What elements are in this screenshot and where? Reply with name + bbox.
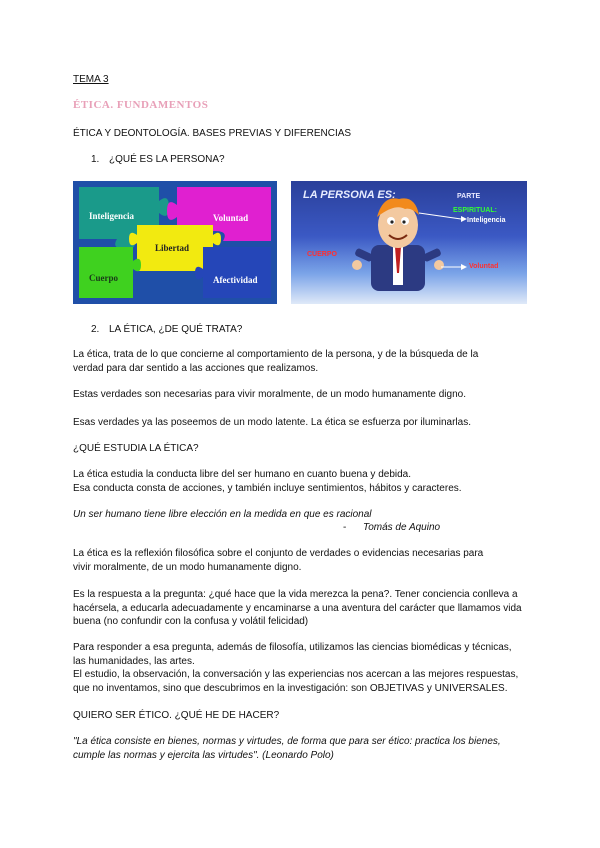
section-1-heading: ¿QUÉ ES LA PERSONA? — [109, 154, 225, 165]
para-line: Esa conducta consta de acciones, y también incluye sentimientos, hábitos y caracteres. — [73, 482, 462, 494]
para-line: que no inventamos, sino que descubrimos en la investigación: son OBJETIVAS y UNIVERSALES. — [73, 682, 508, 694]
persona-voluntad-label: Voluntad — [469, 263, 499, 270]
puzzle-label-inteligencia: Inteligencia — [89, 211, 134, 221]
tema-label: TEMA 3 — [73, 74, 109, 85]
persona-title: LA PERSONA ES: — [303, 189, 396, 201]
para-respuesta-pregunta — [73, 588, 522, 629]
para-line: verdad para dar sentido a las acciones que realizamos. — [73, 362, 319, 374]
para-line: vivir moralmente, de un modo humanamente digno. — [73, 561, 302, 573]
section-2-number: 2. — [91, 324, 100, 335]
para-para-responder — [73, 641, 518, 695]
persona-parte-label: PARTE — [457, 193, 481, 200]
heading-quiero-ser-etico: QUIERO SER ÉTICO. ¿QUÉ HE DE HACER? — [73, 710, 280, 721]
quote-aquino-text: Un ser humano tiene libre elección en la medida en que es racional — [73, 509, 372, 520]
para-line: La ética es la reflexión filosófica sobre el conjunto de verdades o evidencias necesarias para — [73, 548, 484, 559]
puzzle-label-libertad: Libertad — [155, 243, 190, 253]
persona-cuerpo-label: CUERPO — [307, 251, 337, 258]
page-title: ÉTICA. FUNDAMENTOS — [73, 99, 209, 111]
puzzle-label-cuerpo: Cuerpo — [89, 273, 118, 283]
persona-inteligencia-label: Inteligencia — [467, 217, 506, 224]
para-line: Para responder a esa pregunta, además de filosofía, utilizamos las ciencias biomédicas y técnicas, — [73, 642, 512, 653]
para-line: las humanidades, las artes. — [73, 655, 195, 667]
para-verdades-necesarias: Estas verdades son necesarias para vivir moralmente, de un modo humanamente digno. — [73, 389, 466, 400]
para-line: La ética estudia la conducta libre del ser humano en cuanto buena y debida. — [73, 469, 412, 480]
section-1-number: 1. — [91, 154, 100, 165]
quote-aquino-author: Tomás de Aquino — [363, 522, 441, 533]
para-line: El estudio, la observación, la conversación y las experiencias nos acercan a las mejores respuestas, — [73, 669, 519, 680]
para-etica-trata — [73, 348, 478, 375]
subtitle: ÉTICA Y DEONTOLOGÍA. BASES PREVIAS Y DIFERENCIAS — [73, 128, 352, 139]
heading-que-estudia: ¿QUÉ ESTUDIA LA ÉTICA? — [73, 443, 199, 454]
quote-aquino-dash: - — [343, 522, 347, 533]
puzzle-label-voluntad: Voluntad — [213, 213, 249, 223]
para-etica-estudia — [73, 468, 462, 495]
persona-image — [291, 181, 527, 304]
quote-line: cumple las normas y ejercita las virtudes". (Leonardo Polo) — [73, 749, 334, 761]
section-2-heading: LA ÉTICA, ¿DE QUÉ TRATA? — [109, 324, 243, 335]
quote-leonardo-polo — [73, 735, 501, 762]
puzzle-label-afectividad: Afectividad — [213, 275, 258, 285]
para-verdades-latente: Esas verdades ya las poseemos de un modo latente. La ética se esfuerza por iluminarlas. — [73, 417, 471, 428]
para-line: Es la respuesta a la pregunta: ¿qué hace que la vida merezca la pena?. Tener conciencia conlleva a — [73, 589, 518, 600]
puzzle-image — [73, 181, 277, 304]
para-line: La ética, trata de lo que concierne al comportamiento de la persona, y de la búsqueda de la — [73, 349, 479, 360]
para-line: hacérsela, a educarla adecuadamente y encaminarse a una aventura del carácter que llamamos vida — [73, 602, 522, 614]
para-line: buena (no confundir con la confusa y volátil felicidad) — [73, 616, 309, 627]
para-reflexion-filosofica — [73, 547, 483, 574]
persona-espiritual-label: ESPIRITUAL: — [453, 207, 497, 214]
quote-line: "La ética consiste en bienes, normas y virtudes, de forma que para ser ético: practica los bienes, — [73, 736, 501, 747]
